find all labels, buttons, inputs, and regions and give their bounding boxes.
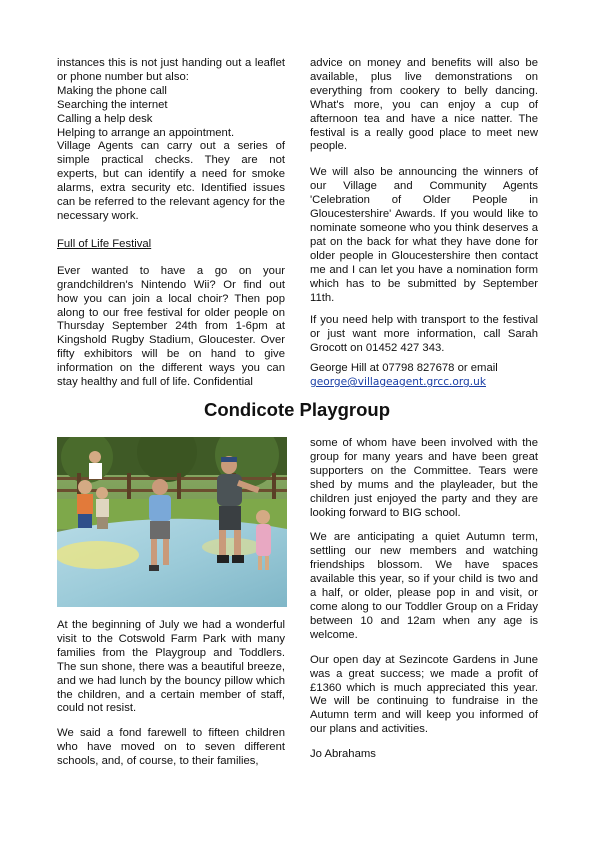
festival-heading: Full of Life Festival [57, 237, 152, 250]
article-column-bottom-left [57, 619, 285, 778]
festival-details-paragraph: advice on money and benefits will also be available, plus live demonstrations on everything from cookery to belly dancing. What's more, you can enjoy a cup of afternoon tea and have a nice natter. The festival is a really good place to meet new people. [310, 57, 538, 153]
contact-line: George Hill at 07798 827678 or email [310, 362, 498, 375]
email-link[interactable]: george@villageagent.grcc.org.uk [310, 376, 486, 389]
farewell-paragraph: We said a fond farewell to fifteen children who have moved on to seven different schools, and, of course, to their families, [57, 727, 285, 768]
list-item: Helping to arrange an appointment. [57, 126, 235, 139]
list-item: Calling a help desk [57, 112, 153, 125]
festival-paragraph: Ever wanted to have a go on your grandchildren's Nintendo Wii? Or find out how you can join a local choir? Then pop along to our free festival for older people on Thursday September 24th from 1-6pm at Kingshold Rugby Stadium, Gloucester. Over fifty exhibitors will be on hand to give information on the different ways you can stay healthy and full of life. Confidential [57, 264, 285, 389]
list-item: Searching the internet [57, 98, 168, 111]
checks-paragraph: Village Agents can carry out a series of simple practical checks. They are not experts, but can identify a need for smoke alarms, extra security etc. Identified issues can be referred to the relevant agency for the necessary work. [57, 140, 285, 222]
autumn-term-paragraph: We are anticipating a quiet Autumn term, settling our new members and watching friendships blossom. We have spaces available this year, so if your child is two and a half, or older, please pop in and visit, or come along to our Toddler Group on a Friday between 10 and 12am when any age is welcome. [310, 531, 538, 641]
transport-paragraph: If you need help with transport to the festival or just want more information, call Sarah Grocott on 01452 427 343. [310, 314, 538, 355]
playgroup-photo [57, 437, 287, 607]
article-column-top-left [57, 57, 285, 399]
committee-paragraph: some of whom have been involved with the group for many years and have been great supporters on the Committee. Tears were shed by mums and the playleader, but the children just enjoyed the party and they are looking forward to BIG school. [310, 437, 538, 519]
farm-visit-paragraph: At the beginning of July we had a wonderful visit to the Cotswold Farm Park with many families from the Playgroup and Toddlers. The sun shone, there was a beautiful breeze, and we had lunch by the bouncy pillow which the children, and a certain member of staff, could not resist. [57, 619, 285, 715]
awards-paragraph: We will also be announcing the winners of our Village and Community Agents 'Celebration of Older People in Gloucestershire' Awards. If you would like to nominate someone who you think deserves a pat on the back for what they have done for older people in Gloucestershire then contact me and I can let you have a nomination form which has to be submitted by September 11th. [310, 166, 538, 304]
intro-paragraph: instances this is not just handing out a leaflet or phone number but also: [57, 57, 285, 83]
section-title: Condicote Playgroup [203, 399, 391, 420]
article-column-top-right [310, 57, 538, 390]
signature: Jo Abrahams [310, 748, 376, 761]
open-day-paragraph: Our open day at Sezincote Gardens in June was a great success; we made a profit of £1360 which is much appreciated this year. We will be continuing to fundraise in the Autumn term and will keep you informed of our plans and activities. [310, 653, 538, 736]
article-column-bottom-right [310, 437, 538, 771]
list-item: Making the phone call [57, 84, 167, 97]
